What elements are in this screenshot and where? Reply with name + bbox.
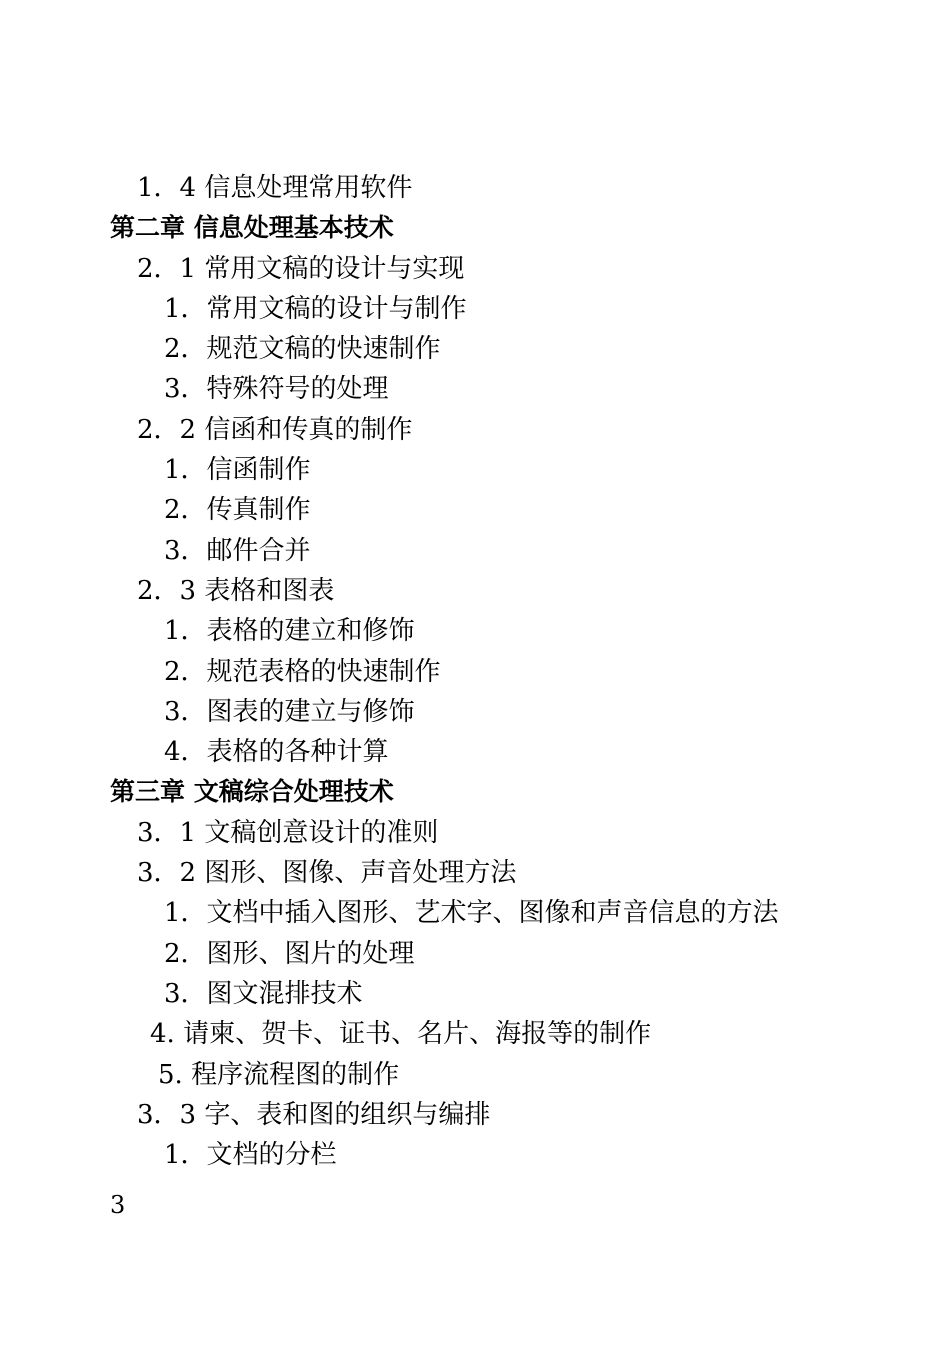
toc-section-entry: 3．3 字、表和图的组织与编排 [137,1099,491,1130]
toc-subsection-entry: 1．文档中插入图形、艺术字、图像和声音信息的方法 [164,898,779,929]
toc-subsection-entry: 3．图文混排技术 [164,978,363,1009]
toc-section-entry: 1．4 信息处理常用软件 [137,173,413,203]
toc-chapter-heading: 第二章 信息处理基本技术 [110,213,394,243]
toc-subsection-entry: 4. 请柬、贺卡、证书、名片、海报等的制作 [150,1019,652,1050]
toc-subsection-entry: 2．规范表格的快速制作 [164,656,441,687]
toc-section-entry: 2．2 信函和传真的制作 [137,414,413,445]
toc-subsection-entry: 3．图表的建立与修饰 [164,696,415,727]
toc-subsection-entry: 2．传真制作 [164,495,311,526]
toc-subsection-entry: 5. 程序流程图的制作 [158,1059,400,1090]
toc-section-entry: 2．3 表格和图表 [137,575,335,606]
toc-section-entry: 3．2 图形、图像、声音处理方法 [137,858,517,889]
table-of-contents [0,168,950,1175]
page-number: 3 [110,1191,126,1219]
toc-subsection-entry: 1．信函制作 [164,455,311,486]
toc-subsection-entry: 3．邮件合并 [164,535,311,566]
toc-chapter-heading: 第三章 文稿综合处理技术 [110,777,394,807]
toc-section-entry: 3．1 文稿创意设计的准则 [137,817,439,848]
toc-subsection-entry: 1．表格的建立和修饰 [164,616,415,647]
toc-subsection-entry: 2．图形、图片的处理 [164,938,415,969]
toc-subsection-entry: 1．文档的分栏 [164,1140,337,1171]
toc-subsection-entry: 4．表格的各种计算 [164,737,389,768]
toc-subsection-entry: 3．特殊符号的处理 [164,374,389,405]
toc-section-entry: 2．1 常用文稿的设计与实现 [137,253,465,284]
toc-subsection-entry: 2．规范文稿的快速制作 [164,334,441,365]
toc-subsection-entry: 1．常用文稿的设计与制作 [164,293,467,324]
